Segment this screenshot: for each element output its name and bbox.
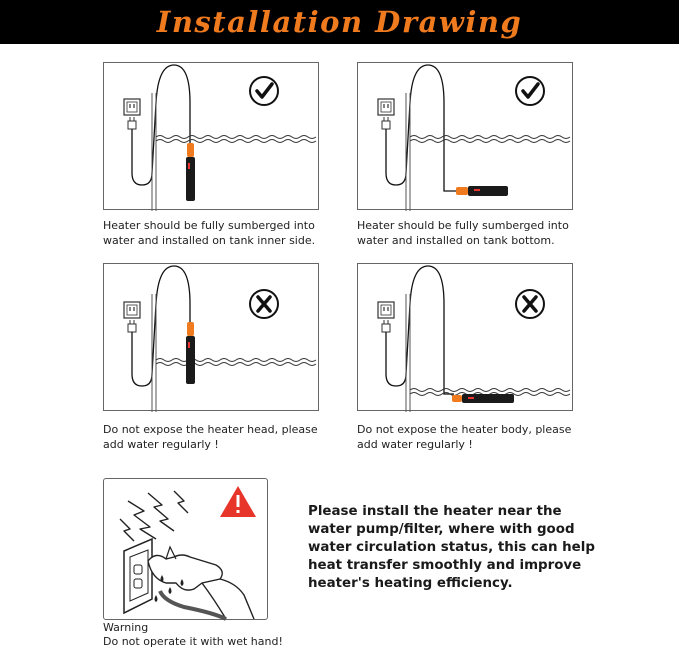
cross-icon (516, 290, 544, 318)
power-outlet-icon (378, 99, 394, 129)
diagram-body-exposed-wrong (357, 263, 573, 411)
wet-hand-warning-illustration (103, 478, 268, 620)
wall-outlet-icon (124, 539, 152, 613)
installation-tip: Please install the heater near the water pump/filter, where with good water circulation status, this can help heat transfer smoothly and improve heater's heating efficiency. (308, 504, 595, 591)
diagram-head-exposed-wrong (103, 263, 319, 411)
caption-head-exposed: Do not expose the heater head, please add water regularly ! (103, 423, 318, 451)
diagram-inner-side-correct (103, 62, 319, 210)
electric-hazard-icon (220, 486, 256, 517)
lightning-icon (120, 491, 188, 541)
heater-icon (456, 186, 508, 196)
warning-caption (103, 621, 323, 649)
checkmark-icon (250, 77, 278, 105)
heater-icon (452, 394, 514, 403)
heater-icon (186, 143, 195, 201)
warning-text: Do not operate it with wet hand! (103, 635, 283, 648)
diagram-bottom-correct (357, 62, 573, 210)
title-banner (0, 0, 679, 44)
power-outlet-icon (378, 302, 394, 332)
caption-inner-side: Heater should be fully sumberged into water and installed on tank inner side. (103, 219, 316, 247)
power-outlet-icon (124, 99, 140, 129)
caption-body-exposed: Do not expose the heater body, please add water regularly ! (357, 423, 572, 451)
checkmark-icon (516, 77, 544, 105)
caption-bottom: Heater should be fully sumberged into water and installed on tank bottom. (357, 219, 569, 247)
cross-icon (250, 290, 278, 318)
power-outlet-icon (124, 302, 140, 332)
heater-icon (186, 322, 195, 384)
page-title: Installation Drawing (156, 5, 523, 39)
wet-hand-icon (148, 547, 254, 619)
warning-title: Warning (103, 621, 149, 634)
